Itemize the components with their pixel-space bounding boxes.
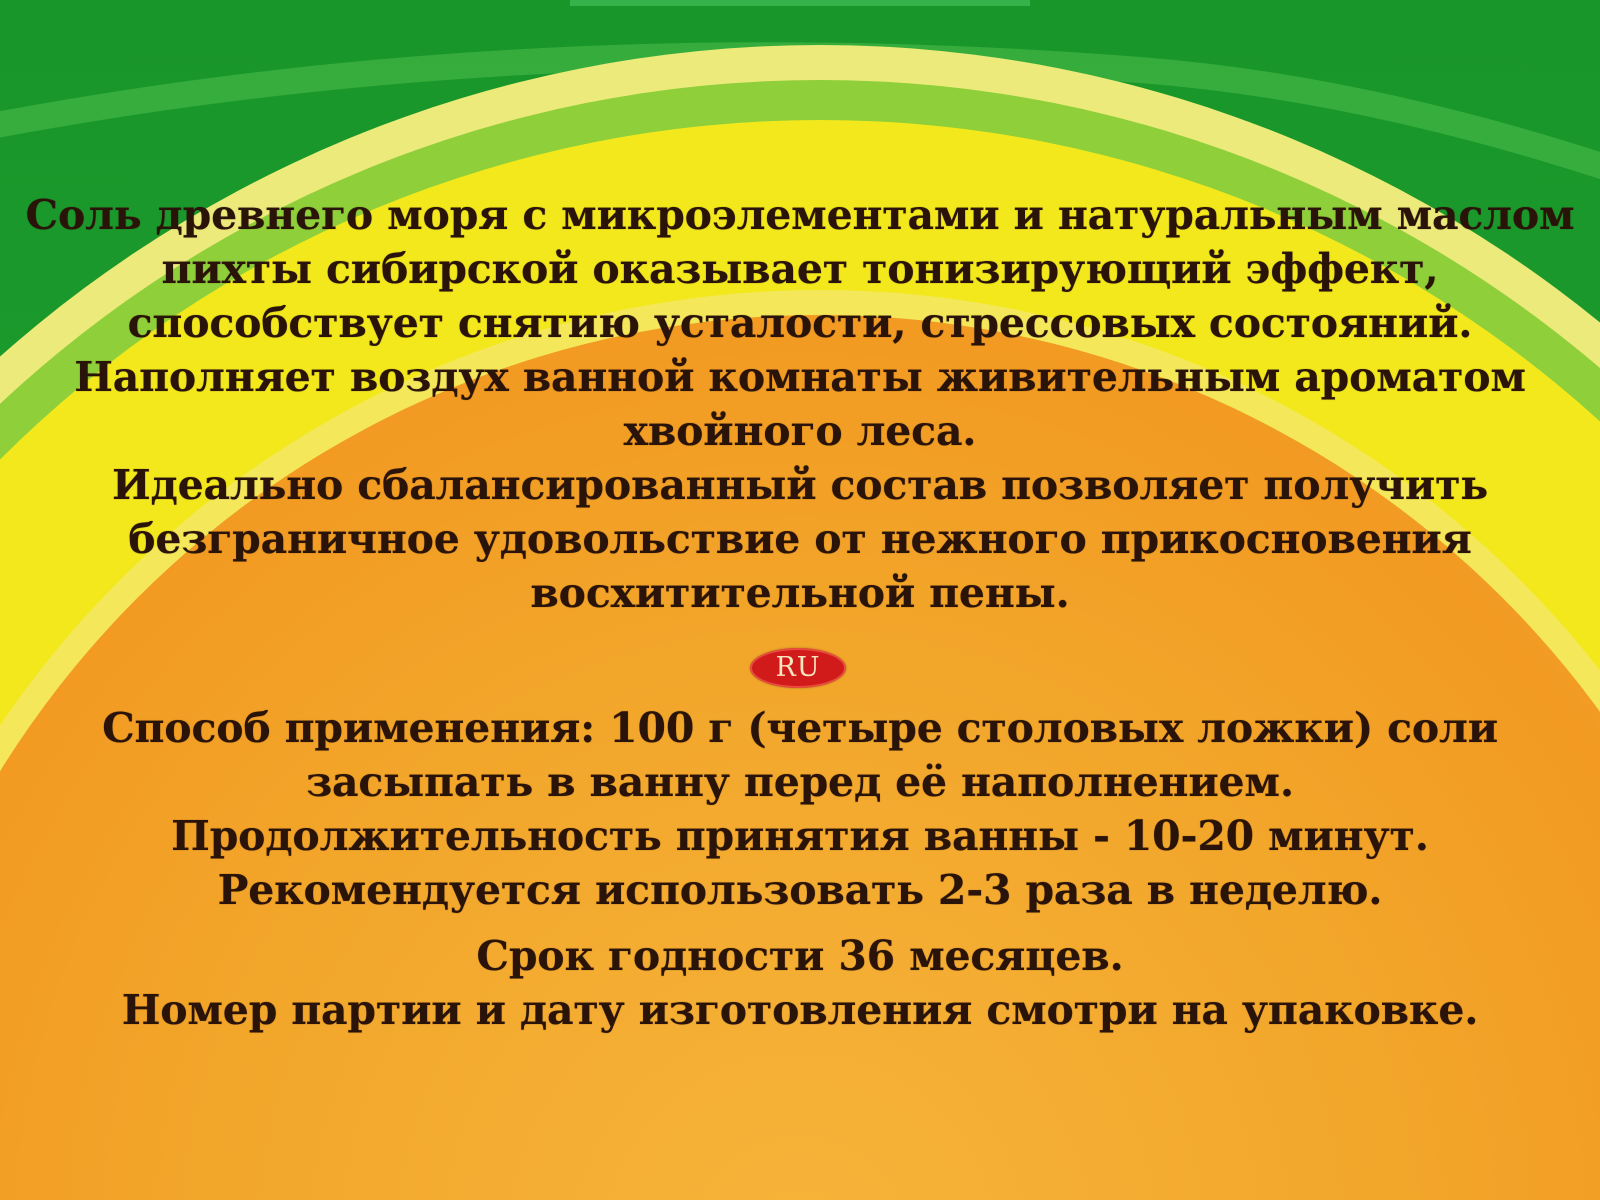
description-line: безграничное удовольствие от нежного прикосновения <box>128 515 1472 563</box>
storage-line: Срок годности 36 месяцев. <box>476 932 1124 980</box>
description-line: Идеально сбалансированный состав позволяет получить <box>112 461 1488 509</box>
description-line: способствует снятию усталости, стрессовых состояний. <box>127 299 1473 347</box>
usage-line: Продолжительность принятия ванны - 10-20 минут. <box>171 812 1429 860</box>
description-line: восхитительной пены. <box>530 569 1070 617</box>
storage-line: Номер партии и дату изготовления смотри на упаковке. <box>121 986 1479 1034</box>
country-badge <box>750 648 846 688</box>
country-badge-label: RU <box>775 652 821 683</box>
description-line: Соль древнего моря с микроэлементами и натуральным маслом <box>25 191 1575 239</box>
usage-line: Способ применения: 100 г (четыре столовых ложки) соли <box>102 704 1498 752</box>
usage-line: Рекомендуется использовать 2-3 раза в неделю. <box>217 866 1383 914</box>
usage-line: засыпать в ванну перед её наполнением. <box>306 758 1294 806</box>
description-line: Наполняет воздух ванной комнаты живительным ароматом <box>74 353 1526 401</box>
description-line: хвойного леса. <box>623 407 977 455</box>
description-line: пихты сибирской оказывает тонизирующий эффект, <box>161 245 1439 293</box>
